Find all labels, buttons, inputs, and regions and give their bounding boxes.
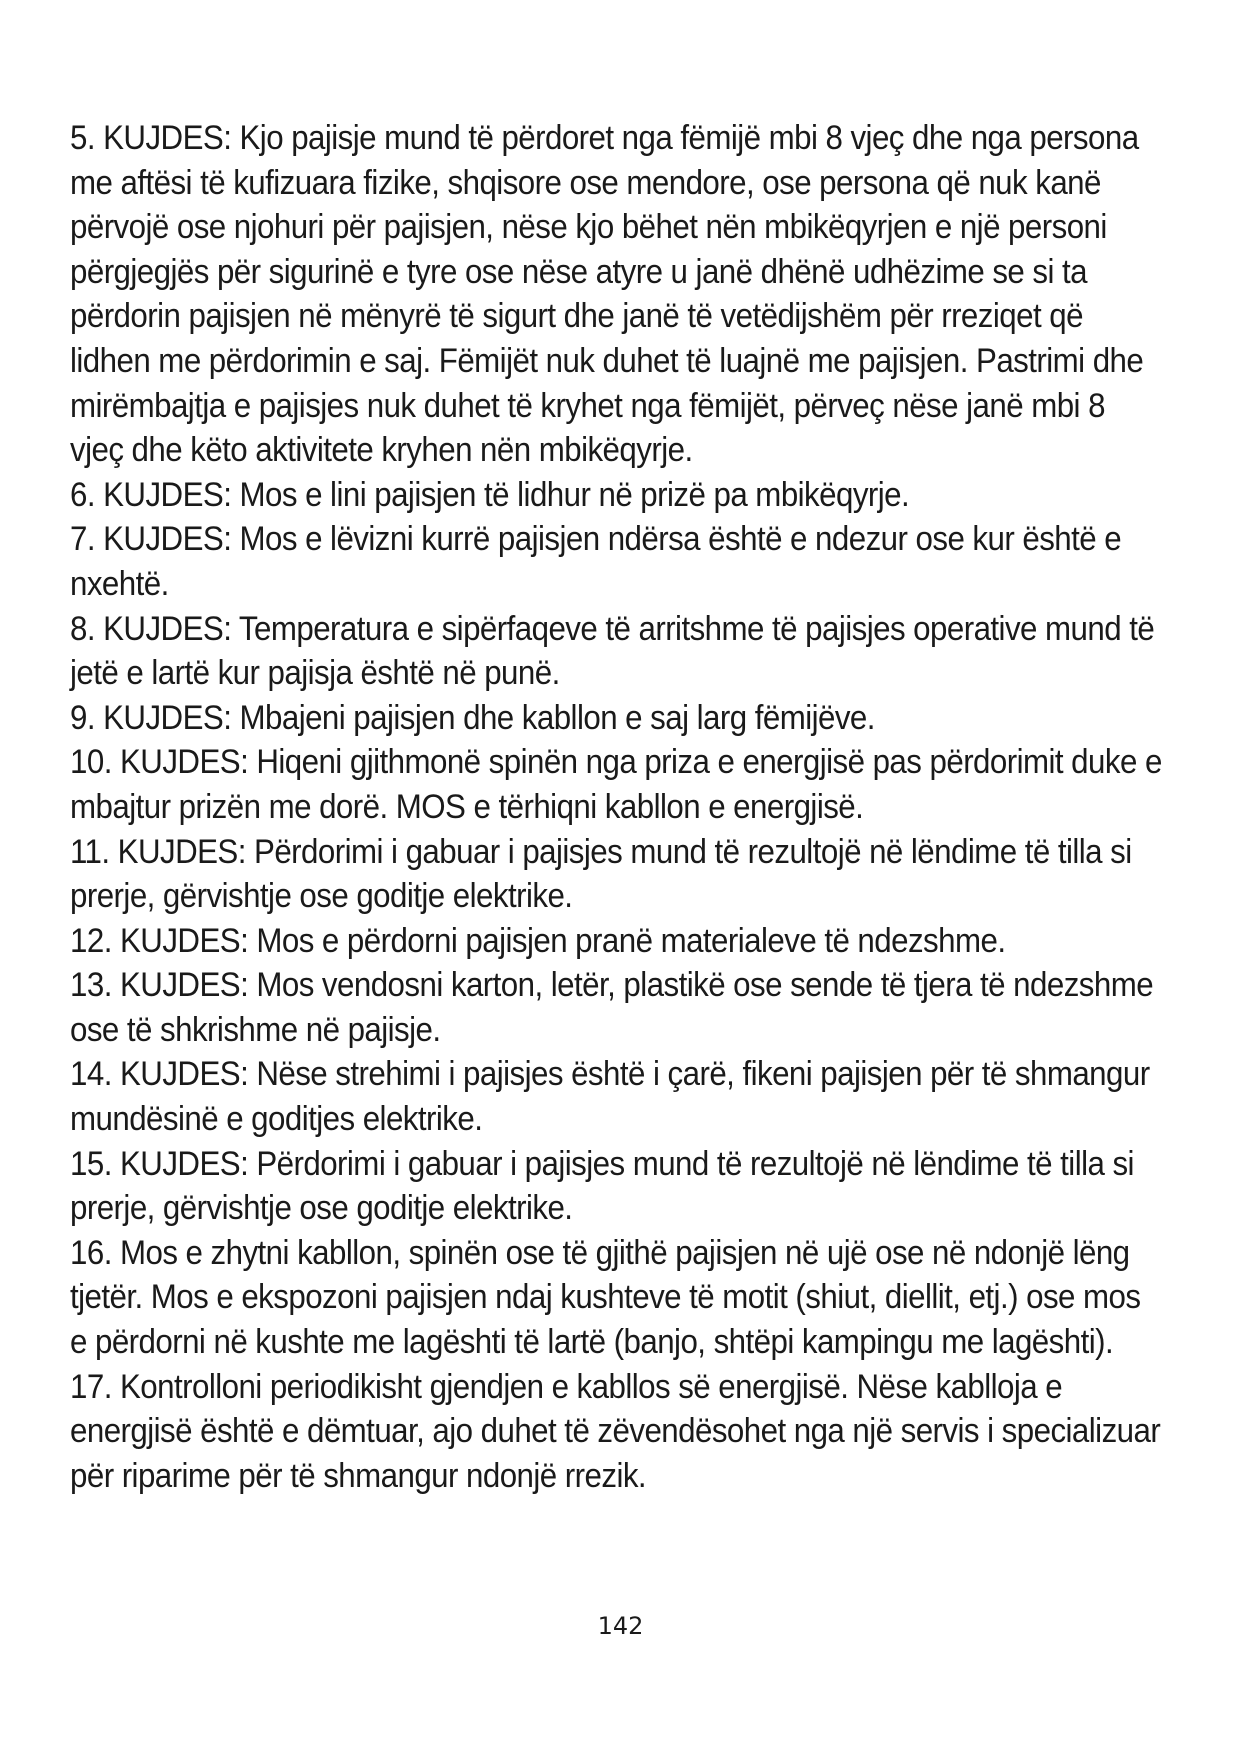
instruction-6: 6. KUJDES: Mos e lini pajisjen të lidhur në prizë pa mbikëqyrje. bbox=[70, 475, 910, 514]
instruction-14: 14. KUJDES: Nëse strehimi i pajisjes është i çarë, fikeni pajisjen për të shmangur mundësinë e goditjes elektrike. bbox=[70, 1055, 1150, 1139]
instruction-16: 16. Mos e zhytni kabllon, spinën ose të gjithë pajisjen në ujë ose në ndonjë lëng tjetër. Mos e ekspozoni pajisjen ndaj kushteve të motit (shiut, diellit, etj.) ose mos e përdorni në kushte me lagështi të lartë (banjo, shtëpi kampingu me lagështi). bbox=[70, 1233, 1141, 1362]
instruction-7: 7. KUJDES: Mos e lëvizni kurrë pajisjen ndërsa është e ndezur ose kur është e nxehtë. bbox=[70, 520, 1122, 603]
safety-instructions bbox=[70, 116, 1162, 1498]
instruction-17: 17. Kontrolloni periodikisht gjendjen e kabllos së energjisë. Nëse kablloja e energjisë është e dëmtuar, ajo duhet të zëvendësohet nga një servis i specializuar për riparime për të shmangur ndonjë rrezik. bbox=[70, 1367, 1161, 1495]
instruction-15: 15. KUJDES: Përdorimi i gabuar i pajisjes mund të rezultojë në lëndime të tilla si prerje, gërvishtje ose goditje elektrike. bbox=[70, 1144, 1134, 1228]
instruction-9: 9. KUJDES: Mbajeni pajisjen dhe kabllon e saj larg fëmijëve. bbox=[70, 698, 875, 737]
instruction-11: 11. KUJDES: Përdorimi i gabuar i pajisjes mund të rezultojë në lëndime të tilla si prerje, gërvishtje ose goditje elektrike. bbox=[70, 832, 1132, 916]
instruction-13: 13. KUJDES: Mos vendosni karton, letër, plastikë ose sende të tjera të ndezshme ose të shkrishme në pajisje. bbox=[70, 966, 1154, 1049]
page-number: 142 bbox=[597, 1612, 644, 1640]
instruction-12: 12. KUJDES: Mos e përdorni pajisjen pranë materialeve të ndezshme. bbox=[70, 921, 1006, 960]
instruction-5: 5. KUJDES: Kjo pajisje mund të përdoret nga fëmijë mbi 8 vjeç dhe nga persona me aftësi të kufizuara fizike, shqisore ose mendore, ose persona që nuk kanë përvojë ose njohuri për pajisjen, nëse kjo bëhet nën mbikëqyrjen e një personi përgjegjës për sigurinë e tyre ose nëse atyre u janë dhënë udhëzime se si ta përdorin pajisjen në mënyrë të sigurt dhe janë të vetëdijshëm për rreziqet që lidhen me përdorimin e saj. Fëmijët nuk duhet të luajnë me pajisjen. Pastrimi dhe mirëmbajtja e pajisjes nuk duhet të kryhet nga fëmijët, përveç nëse janë mbi 8 vjeç dhe këto aktivitete kryhen nën mbikëqyrje. bbox=[70, 119, 1144, 470]
instruction-10: 10. KUJDES: Hiqeni gjithmonë spinën nga priza e energjisë pas përdorimit duke e mbajtur prizën me dorë. MOS e tërhiqni kabllon e energjisë. bbox=[70, 743, 1162, 826]
instruction-8: 8. KUJDES: Temperatura e sipërfaqeve të arritshme të pajisjes operative mund të jetë e lartë kur pajisja është në punë. bbox=[70, 609, 1155, 693]
